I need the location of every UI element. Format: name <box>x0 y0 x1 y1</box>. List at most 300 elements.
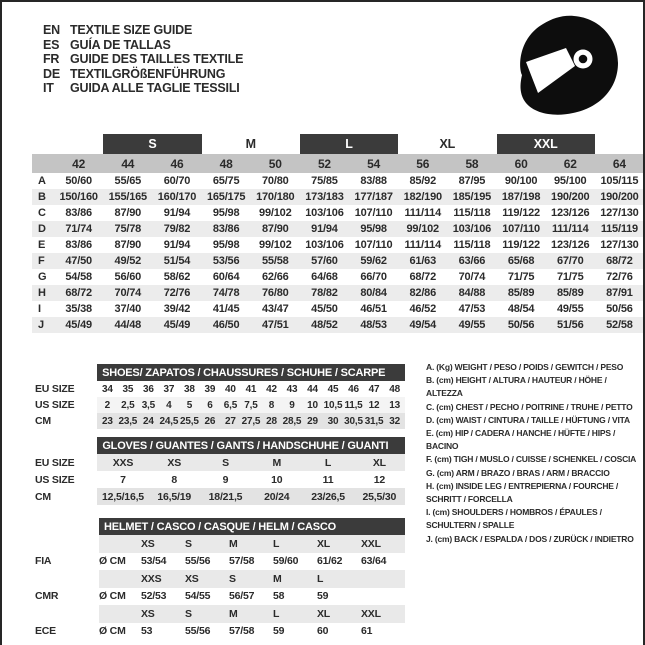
shoes-cm-row <box>35 413 405 429</box>
measure-cell: 111/114 <box>551 223 589 235</box>
shoes-value-cell: 10 <box>302 397 323 413</box>
helmet-table-title: HELMET / CASCO / CASQUE / HELM / CASCO <box>99 518 405 535</box>
unit-cell: Ø CM <box>99 625 126 638</box>
language-code: DE <box>43 66 60 81</box>
legend-item: J. (cm) BACK / ESPALDA / DOS / ZURÜCK / INDIETRO <box>426 533 634 544</box>
helmet-sizes-row-fia <box>35 535 405 553</box>
measure-cell: 185/195 <box>452 191 492 203</box>
size-group-m: M <box>245 137 256 151</box>
gloves-value-cell: 23/26,5 <box>302 488 353 505</box>
helmet-value-cell: 57/58 <box>229 625 255 638</box>
measure-cell: 123/126 <box>551 207 590 219</box>
helmet-size-cell: M <box>273 570 317 588</box>
helmet-values-row-ece <box>35 623 405 641</box>
helmet-size-cell: S <box>229 570 273 588</box>
shoes-value-cell: 40 <box>225 383 236 395</box>
measure-cell: 82/86 <box>409 287 437 299</box>
measure-cell: 71/74 <box>65 223 92 235</box>
size-col-50: 50 <box>251 154 300 173</box>
row-label: CM <box>35 488 97 505</box>
size-col-56: 56 <box>398 154 447 173</box>
gloves-table-title: GLOVES / GUANTES / GANTS / HANDSCHUHE / GUANTI <box>97 437 405 454</box>
size-col-42: 42 <box>54 154 103 173</box>
measure-cell: 103/106 <box>452 223 492 235</box>
size-col-54: 54 <box>349 154 398 173</box>
helmet-value-cell: 58 <box>273 590 285 603</box>
helmet-value-cell: 57/58 <box>229 555 255 568</box>
measure-cell: 105/115 <box>600 175 639 187</box>
shoes-value-cell: 42 <box>266 383 277 395</box>
measure-cell: 111/114 <box>404 207 442 219</box>
corner-cell <box>32 134 54 154</box>
gloves-value-cell: XXS <box>97 454 148 471</box>
group-spacer-42 <box>54 134 103 154</box>
row-letter: G <box>38 271 47 283</box>
measure-cell: 190/200 <box>551 191 590 203</box>
measure-cell: 83/86 <box>212 223 240 235</box>
helmet-title-row <box>35 518 405 535</box>
helmet-size-cell: L <box>273 605 317 623</box>
shoes-value-cell: 29 <box>302 413 323 429</box>
measure-cell: 48/52 <box>311 319 338 331</box>
language-row-fr <box>43 52 243 67</box>
helmet-value-cell: 55/56 <box>185 625 211 638</box>
measure-cell: 165/175 <box>206 191 246 203</box>
spacer-cell <box>35 605 99 623</box>
size-col-44: 44 <box>103 154 152 173</box>
measure-cell: 66/70 <box>360 271 387 283</box>
measure-cell: 87/90 <box>262 223 289 235</box>
measure-cell: 107/110 <box>502 223 540 235</box>
shoes-value-cell: 13 <box>384 397 405 413</box>
helmet-size-cell: L <box>317 570 361 588</box>
helmet-size-cell: S <box>185 605 229 623</box>
measure-cell: 99/102 <box>406 223 439 235</box>
language-row-en <box>43 23 243 38</box>
size-col-64: 64 <box>595 154 644 173</box>
gloves-size-table <box>35 437 405 505</box>
shoes-value-cell: 47 <box>368 383 380 395</box>
measure-cell: 83/86 <box>65 239 92 251</box>
helmet-size-cell: XL <box>317 605 361 623</box>
measure-cell: 127/130 <box>600 207 639 219</box>
shoes-value-cell: 36 <box>142 383 154 395</box>
size-col-58: 58 <box>447 154 496 173</box>
measure-cell: 63/66 <box>458 255 486 267</box>
legend-item: G. (cm) ARM / BRAZO / BRAS / ARM / BRACCIO <box>426 467 610 478</box>
spacer-cell <box>35 437 97 454</box>
shoes-value-cell: 10,5 <box>323 397 344 413</box>
size-number-row <box>32 154 644 173</box>
measure-cell: 54/58 <box>65 271 92 283</box>
gloves-value-cell: 11 <box>322 473 334 486</box>
language-title: GUIDA ALLE TAGLIE TESSILI <box>70 81 240 95</box>
helmet-value-cell: 59 <box>273 625 285 638</box>
gloves-title-row <box>35 437 405 454</box>
measure-cell: 68/72 <box>606 255 633 267</box>
shoes-value-cell: 27,5 <box>241 413 262 429</box>
accessory-tables <box>35 364 405 640</box>
gloves-value-cell: 25,5/30 <box>354 488 405 505</box>
measure-cell: 87/90 <box>114 207 142 219</box>
measure-cell: 182/190 <box>403 191 442 203</box>
measure-cell: 45/50 <box>311 303 338 315</box>
helmet-value-cell <box>361 588 405 606</box>
standard-label: FIA <box>35 553 99 571</box>
spacer-cell <box>35 535 99 553</box>
row-letter: D <box>38 223 46 235</box>
measure-cell: 45/49 <box>65 319 92 331</box>
shoes-value-cell: 25,5 <box>179 413 200 429</box>
row-letter: E <box>38 239 46 251</box>
size-group-row <box>32 134 644 154</box>
measure-cell: 68/72 <box>409 271 437 283</box>
legend-item: H. (cm) INSIDE LEG / ENTREPIERNA / FOURCHE / SCHRITT / FORCELLA <box>426 480 619 505</box>
shoes-value-cell: 38 <box>184 383 195 395</box>
shoes-value-cell: 30 <box>323 413 344 429</box>
measure-cell: 47/51 <box>262 319 289 331</box>
gloves-value-cell: 20/24 <box>251 488 302 505</box>
spacer-cell <box>99 535 141 553</box>
measure-cell: 160/170 <box>157 191 197 203</box>
shoes-value-cell: 8 <box>261 397 282 413</box>
measure-cell: 45/49 <box>163 319 191 331</box>
helmet-size-cell <box>361 570 405 588</box>
measure-cell: 46/50 <box>212 319 240 331</box>
row-letter: C <box>38 207 46 219</box>
measure-cell: 72/76 <box>163 287 191 299</box>
measure-cell: 107/110 <box>354 239 393 251</box>
measure-cell: 49/54 <box>409 319 437 331</box>
size-col-48: 48 <box>202 154 251 173</box>
language-row-de <box>43 67 243 82</box>
gloves-cm-row <box>35 488 405 505</box>
shoes-value-cell: 23 <box>97 413 118 429</box>
measure-cell: 87/90 <box>114 239 142 251</box>
measure-cell: 76/80 <box>262 287 289 299</box>
shoes-value-cell: 34 <box>101 383 113 395</box>
measure-cell: 67/70 <box>556 255 584 267</box>
shoes-value-cell: 28,5 <box>282 413 303 429</box>
measure-cell: 48/53 <box>360 319 387 331</box>
measure-cell: 173/183 <box>305 191 344 203</box>
shoes-value-cell: 30,5 <box>343 413 364 429</box>
measure-cell: 84/88 <box>458 287 486 299</box>
helmet-size-cell: XS <box>185 570 229 588</box>
legend-item: I. (cm) SHOULDERS / HOMBROS / ÉPAULES / SCHULTERN / SPALLE <box>426 507 602 531</box>
shoes-value-cell: 41 <box>245 383 257 395</box>
size-col-60: 60 <box>497 154 546 173</box>
legend-item: D. (cm) WAIST / CINTURA / TAILLE / HÜFTUNG / VITA <box>426 414 630 425</box>
helmet-size-cell: XXS <box>141 570 185 588</box>
helmet-sizes-row-cmr <box>35 570 405 588</box>
measure-cell: 70/74 <box>114 287 142 299</box>
shoes-value-cell: 9 <box>282 397 303 413</box>
measure-cell: 87/95 <box>458 175 486 187</box>
measure-cell: 78/82 <box>311 287 338 299</box>
language-title: TEXTILE SIZE GUIDE <box>70 23 193 37</box>
measure-cell: 71/75 <box>556 271 584 283</box>
gloves-value-cell: 18/21,5 <box>200 488 251 505</box>
measure-cell: 119/122 <box>502 207 540 219</box>
measure-cell: 65/68 <box>507 255 535 267</box>
measure-cell: 115/118 <box>453 239 491 251</box>
gloves-value-cell: XL <box>354 454 405 471</box>
size-group-xl: XL <box>439 137 456 151</box>
shoes-value-cell: 45 <box>327 383 339 395</box>
measure-cell: 80/84 <box>360 287 387 299</box>
measure-cell: 44/48 <box>114 319 142 331</box>
language-row-es <box>43 38 243 53</box>
standard-label: ECE <box>35 623 99 641</box>
legend-item: C. (cm) CHEST / PECHO / POITRINE / TRUHE / PETTO <box>426 401 633 412</box>
shoes-value-cell: 24 <box>138 413 159 429</box>
row-label: US SIZE <box>35 471 97 488</box>
shoes-value-cell: 28 <box>261 413 282 429</box>
measure-row-a <box>32 173 644 189</box>
legend-item: A. (Kg) WEIGHT / PESO / POIDS / GEWITCH / PESO <box>426 362 624 372</box>
measure-cell: 83/86 <box>65 207 92 219</box>
row-letter: I <box>38 303 41 315</box>
spacer-cell <box>35 518 99 535</box>
row-label: US SIZE <box>35 397 97 413</box>
helmet-size-cell: M <box>229 605 273 623</box>
size-col-52: 52 <box>300 154 349 173</box>
spacer-cell <box>99 570 141 588</box>
helmet-size-cell: S <box>185 535 229 553</box>
language-code: ES <box>43 37 60 52</box>
gloves-value-cell: 10 <box>271 473 283 486</box>
textile-size-table <box>32 134 644 333</box>
helmet-value-cell: 54/55 <box>185 590 211 603</box>
measure-cell: 49/52 <box>114 255 142 267</box>
shoes-value-cell: 27 <box>220 413 241 429</box>
helmet-size-cell: XS <box>141 535 185 553</box>
helmet-size-table <box>35 518 405 640</box>
shoes-value-cell: 35 <box>122 383 134 395</box>
measure-cell: 83/88 <box>360 175 387 187</box>
size-col-62: 62 <box>546 154 595 173</box>
shoes-value-cell: 4 <box>159 397 180 413</box>
measure-cell: 50/60 <box>65 175 92 187</box>
measure-cell: 47/53 <box>458 303 486 315</box>
size-col-46: 46 <box>152 154 201 173</box>
language-code: FR <box>43 52 60 66</box>
gloves-eu-row <box>35 454 405 471</box>
measure-cell: 123/126 <box>551 239 590 251</box>
measure-row-h <box>32 285 644 301</box>
measure-cell: 53/56 <box>212 255 240 267</box>
language-code: IT <box>43 81 54 95</box>
helmet-values-row-fia <box>35 553 405 571</box>
measure-cell: 57/60 <box>311 255 338 267</box>
shoes-value-cell: 5 <box>179 397 200 413</box>
helmet-value-cell: 61 <box>361 625 373 638</box>
measure-row-i <box>32 301 644 317</box>
language-title: GUÍA DE TALLAS <box>70 37 171 52</box>
measure-cell: 91/94 <box>163 207 191 219</box>
helmet-size-cell: XXL <box>361 605 405 623</box>
shoes-eu-row <box>35 381 405 397</box>
legend-item: E. (cm) HIP / CADERA / HANCHE / HÜFTE / HIPS / BACINO <box>426 428 616 452</box>
language-code: EN <box>43 23 60 37</box>
racing-helmet-icon <box>513 14 625 118</box>
measure-cell: 155/165 <box>108 191 147 203</box>
measure-cell: 35/38 <box>65 303 92 315</box>
shoes-value-cell: 6,5 <box>220 397 241 413</box>
size-group-l: L <box>300 134 398 154</box>
measure-cell: 55/65 <box>114 175 142 187</box>
measure-cell: 39/42 <box>163 303 191 315</box>
measure-cell: 56/60 <box>114 271 142 283</box>
measure-cell: 90/100 <box>504 175 538 187</box>
language-row-it <box>43 81 243 96</box>
measure-cell: 64/68 <box>311 271 338 283</box>
measure-cell: 111/114 <box>404 239 442 251</box>
row-label: EU SIZE <box>35 454 97 471</box>
helmet-size-cell: XXL <box>361 535 405 553</box>
row-letter: H <box>38 287 46 299</box>
shoes-title-row <box>35 364 405 381</box>
measure-cell: 72/76 <box>606 271 633 283</box>
measure-cell: 50/56 <box>507 319 535 331</box>
measure-cell: 103/106 <box>305 207 344 219</box>
measure-cell: 85/89 <box>507 287 535 299</box>
measure-cell: 65/75 <box>212 175 240 187</box>
group-spacer-64 <box>595 134 644 154</box>
measure-cell: 91/94 <box>163 239 191 251</box>
spacer-cell <box>35 570 99 588</box>
measure-row-f <box>32 253 644 269</box>
measure-cell: 51/54 <box>163 255 191 267</box>
helmet-value-cell: 53 <box>141 625 153 638</box>
measure-cell: 55/58 <box>262 255 289 267</box>
gloves-value-cell: S <box>200 454 251 471</box>
helmet-sizes-row-ece <box>35 605 405 623</box>
measure-cell: 99/102 <box>259 239 292 251</box>
measure-cell: 75/78 <box>114 223 142 235</box>
measure-cell: 187/198 <box>501 191 541 203</box>
measure-cell: 51/56 <box>556 319 584 331</box>
shoes-size-table <box>35 364 405 429</box>
size-group-s: S <box>103 134 201 154</box>
helmet-value-cell: 52/53 <box>141 590 167 603</box>
legend-item: F. (cm) TIGH / MUSLO / CUISSE / SCHENKEL / COSCIA <box>426 454 637 465</box>
measure-cell: 95/98 <box>360 223 387 235</box>
shoes-value-cell: 12 <box>364 397 385 413</box>
measure-cell: 95/100 <box>554 175 587 187</box>
shoes-value-cell: 37 <box>163 383 175 395</box>
measure-cell: 37/40 <box>114 303 142 315</box>
shoes-value-cell: 2,5 <box>118 397 139 413</box>
measure-row-d <box>32 221 644 237</box>
unit-cell: Ø CM <box>99 555 126 568</box>
measure-cell: 87/91 <box>606 287 633 299</box>
shoes-value-cell: 43 <box>286 383 298 395</box>
measure-cell: 85/92 <box>409 175 437 187</box>
measure-cell: 70/74 <box>458 271 486 283</box>
measure-cell: 58/62 <box>163 271 191 283</box>
helmet-value-cell: 59 <box>317 590 329 603</box>
gloves-value-cell: 9 <box>222 473 229 486</box>
unit-cell: Ø CM <box>99 590 126 603</box>
language-title: TEXTILGRÖßENFÜHRUNG <box>70 66 226 81</box>
shoes-value-cell: 48 <box>389 383 400 395</box>
helmet-value-cell: 56/57 <box>229 590 255 603</box>
row-label: EU SIZE <box>35 381 97 397</box>
helmet-size-cell: L <box>273 535 317 553</box>
measure-cell: 43/47 <box>262 303 289 315</box>
measure-cell: 70/80 <box>262 175 289 187</box>
row-letter: A <box>38 175 46 187</box>
measure-cell: 95/98 <box>212 207 240 219</box>
measure-cell: 190/200 <box>600 191 639 203</box>
measure-cell: 49/55 <box>556 303 584 315</box>
shoes-value-cell: 23,5 <box>118 413 139 429</box>
gloves-value-cell: 16,5/19 <box>149 488 200 505</box>
row-letter: J <box>38 319 44 331</box>
measure-cell: 60/70 <box>163 175 191 187</box>
measure-cell: 177/187 <box>354 191 393 203</box>
measure-cell: 46/51 <box>360 303 387 315</box>
measure-cell: 49/55 <box>458 319 486 331</box>
gloves-us-row <box>35 471 405 488</box>
helmet-value-cell: 59/60 <box>273 555 299 568</box>
measure-cell: 50/56 <box>606 303 633 315</box>
helmet-size-cell: XL <box>317 535 361 553</box>
shoes-value-cell: 26 <box>200 413 221 429</box>
measure-cell: 68/72 <box>65 287 92 299</box>
standard-label: CMR <box>35 588 99 606</box>
measure-row-g <box>32 269 644 285</box>
measure-cell: 99/102 <box>259 207 292 219</box>
shoes-table-title: SHOES/ ZAPATOS / CHAUSSURES / SCHUHE / SCARPE <box>97 364 405 381</box>
gloves-value-cell: M <box>251 454 302 471</box>
size-group-xxl: XXL <box>497 134 595 154</box>
measure-cell: 119/122 <box>502 239 540 251</box>
gloves-value-cell: XS <box>149 454 200 471</box>
gloves-value-cell: 8 <box>171 473 178 486</box>
spacer-cell <box>99 605 141 623</box>
measure-cell: 48/54 <box>507 303 535 315</box>
measure-cell: 41/45 <box>212 303 240 315</box>
shoes-value-cell: 3,5 <box>138 397 159 413</box>
shoes-value-cell: 24,5 <box>159 413 180 429</box>
measure-cell: 74/78 <box>212 287 240 299</box>
measure-cell: 95/98 <box>212 239 240 251</box>
shoes-value-cell: 6 <box>200 397 221 413</box>
helmet-value-cell: 55/56 <box>185 555 211 568</box>
shoes-value-cell: 44 <box>307 383 318 395</box>
measure-cell: 127/130 <box>600 239 639 251</box>
measure-cell: 71/75 <box>507 271 535 283</box>
gloves-value-cell: 12,5/16,5 <box>97 488 148 505</box>
measure-cell: 60/64 <box>212 271 240 283</box>
gloves-value-cell: 7 <box>120 473 126 486</box>
measure-row-e <box>32 237 644 253</box>
measure-cell: 52/58 <box>606 319 633 331</box>
helmet-size-cell: XS <box>141 605 185 623</box>
measure-row-b <box>32 189 644 205</box>
measure-cell: 61/63 <box>409 255 437 267</box>
shoes-value-cell: 31,5 <box>364 413 385 429</box>
shoes-value-cell: 46 <box>348 383 359 395</box>
measure-cell: 103/106 <box>305 239 344 251</box>
spacer-cell <box>35 364 97 381</box>
legend-item: B. (cm) HEIGHT / ALTURA / HAUTEUR / HÖHE / ALTEZZA <box>426 375 607 399</box>
measure-cell: 150/160 <box>59 191 98 203</box>
measure-cell: 46/52 <box>409 303 437 315</box>
